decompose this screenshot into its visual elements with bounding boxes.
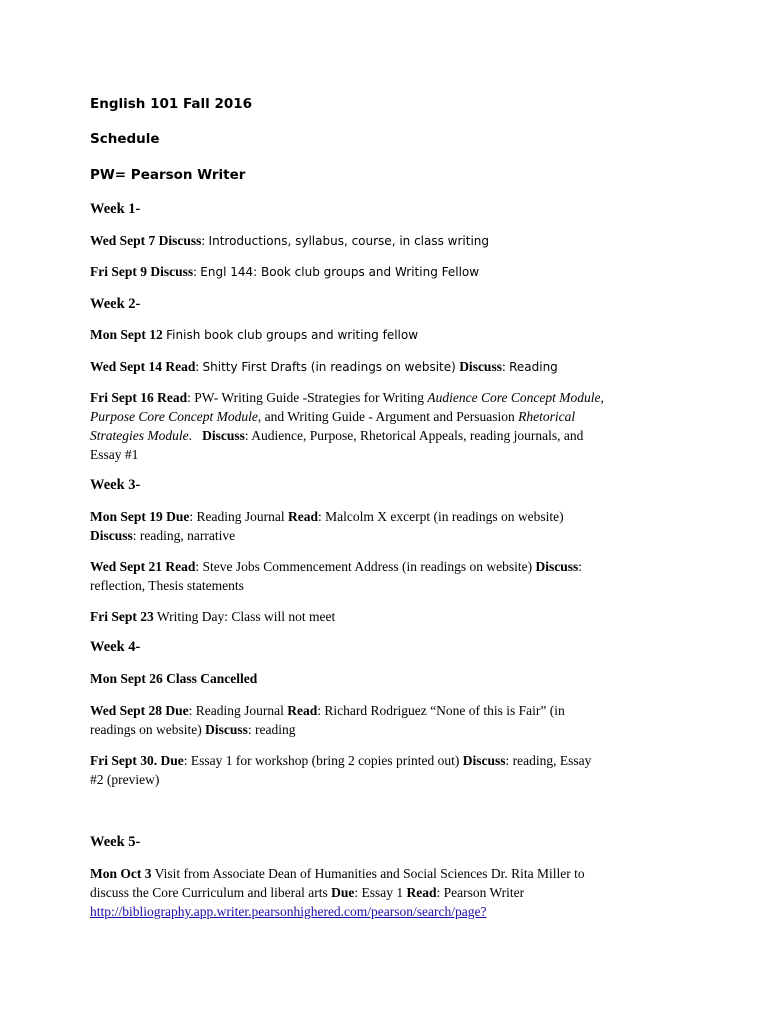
week-2-heading: Week 2- — [90, 296, 141, 312]
entry-wed-sept-14: Wed Sept 14 Read: Shitty First Drafts (in readings on website) Discuss: Reading — [90, 359, 558, 374]
pearson-writer-link[interactable]: http://bibliography.app.writer.pearsonhighered.com/pearson/search/page? — [90, 904, 487, 919]
document-title: English 101 Fall 2016 — [90, 96, 253, 112]
entry-fri-sept-30: Fri Sept 30. Due: Essay 1 for workshop (bring 2 copies printed out) Discuss: reading, Essay #2 (preview) — [90, 753, 592, 787]
entry-mon-sept-12: Mon Sept 12 Finish book club groups and writing fellow — [90, 327, 419, 342]
week-5-heading: Week 5- — [90, 834, 141, 850]
week-1-heading: Week 1- — [90, 201, 141, 217]
entry-wed-sept-7: Wed Sept 7 Discuss: Introductions, syllabus, course, in class writing — [90, 233, 490, 248]
entry-fri-sept-23: Fri Sept 23 Writing Day: Class will not meet — [90, 609, 336, 624]
entry-mon-sept-19: Mon Sept 19 Due: Reading Journal Read: Malcolm X excerpt (in readings on website) Discuss: reading, narrative — [90, 509, 564, 543]
entry-mon-sept-26: Mon Sept 26 Class Cancelled — [90, 671, 258, 686]
entry-mon-oct-3: Mon Oct 3 Visit from Associate Dean of Humanities and Social Sciences Dr. Rita Miller to discuss the Core Curriculum and liberal arts Due: Essay 1 Read: Pearson Writer http://bibliography.app.writer.pearsonhighered.com/pearson/search/page? — [90, 866, 585, 919]
week-3-heading: Week 3- — [90, 477, 141, 493]
document-subtitle: Schedule — [90, 131, 160, 147]
entry-fri-sept-16: Fri Sept 16 Read: PW- Writing Guide -Strategies for Writing Audience Core Concept Module, Purpose Core Concept Module, and Writing Guide - Argument and Persuasion Rhetorical Strategies Module. Discuss: Audience, Purpose, Rhetorical Appeals, reading journals, and Essay #1 — [90, 390, 604, 462]
pw-note: PW= Pearson Writer — [90, 167, 246, 183]
entry-wed-sept-28: Wed Sept 28 Due: Reading Journal Read: Richard Rodriguez “None of this is Fair” (in readings on website) Discuss: reading — [90, 703, 565, 737]
entry-fri-sept-9: Fri Sept 9 Discuss: Engl 144: Book club groups and Writing Fellow — [90, 264, 480, 279]
week-4-heading: Week 4- — [90, 639, 141, 655]
entry-wed-sept-21: Wed Sept 21 Read: Steve Jobs Commencement Address (in readings on website) Discuss: reflection, Thesis statements — [90, 559, 583, 593]
